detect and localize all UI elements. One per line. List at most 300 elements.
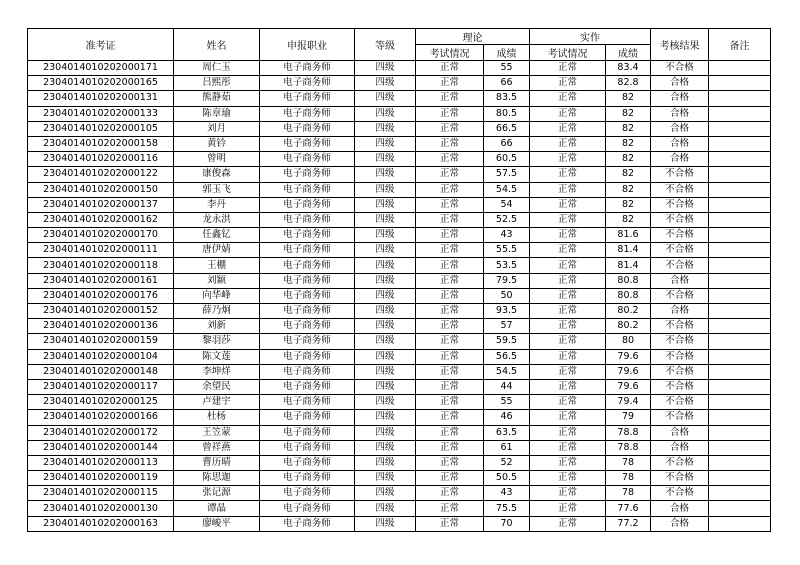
name-cell: 李丹 bbox=[174, 197, 260, 212]
remark-cell bbox=[709, 471, 771, 486]
theory-score-cell: 59.5 bbox=[484, 334, 530, 349]
remark-cell bbox=[709, 167, 771, 182]
result-cell: 合格 bbox=[651, 91, 709, 106]
remark-cell bbox=[709, 76, 771, 91]
theory-score-cell: 57 bbox=[484, 319, 530, 334]
practice-status-cell: 正常 bbox=[530, 197, 606, 212]
level-cell: 四级 bbox=[355, 258, 416, 273]
practice-status-cell: 正常 bbox=[530, 121, 606, 136]
remark-cell bbox=[709, 106, 771, 121]
result-cell: 合格 bbox=[651, 440, 709, 455]
practice-score-cell: 79.6 bbox=[606, 379, 651, 394]
name-cell: 谭晶 bbox=[174, 501, 260, 516]
occupation-cell: 电子商务师 bbox=[260, 425, 355, 440]
theory-status-cell: 正常 bbox=[416, 304, 484, 319]
theory-status-cell: 正常 bbox=[416, 364, 484, 379]
remark-cell bbox=[709, 319, 771, 334]
theory-status-cell: 正常 bbox=[416, 243, 484, 258]
table-row bbox=[28, 334, 771, 349]
practice-status-cell: 正常 bbox=[530, 319, 606, 334]
practice-status-cell: 正常 bbox=[530, 379, 606, 394]
table-row bbox=[28, 91, 771, 106]
exam-id-cell: 2304014010202000131 bbox=[28, 91, 174, 106]
level-cell: 四级 bbox=[355, 182, 416, 197]
name-cell: 王棚 bbox=[174, 258, 260, 273]
name-cell: 郭玉飞 bbox=[174, 182, 260, 197]
name-cell: 杜杨 bbox=[174, 410, 260, 425]
name-cell: 陈思迦 bbox=[174, 471, 260, 486]
remark-cell bbox=[709, 379, 771, 394]
theory-score-cell: 54.5 bbox=[484, 364, 530, 379]
occupation-cell: 电子商务师 bbox=[260, 228, 355, 243]
name-cell: 廖峻平 bbox=[174, 516, 260, 531]
result-cell: 不合格 bbox=[651, 395, 709, 410]
occupation-cell: 电子商务师 bbox=[260, 288, 355, 303]
table-body bbox=[28, 61, 771, 532]
practice-score-cell: 78.8 bbox=[606, 440, 651, 455]
table-row bbox=[28, 61, 771, 76]
exam-id-cell: 2304014010202000163 bbox=[28, 516, 174, 531]
remark-cell bbox=[709, 91, 771, 106]
level-cell: 四级 bbox=[355, 106, 416, 121]
practice-score-cell: 80.8 bbox=[606, 288, 651, 303]
theory-score-cell: 66.5 bbox=[484, 121, 530, 136]
theory-status-cell: 正常 bbox=[416, 76, 484, 91]
result-cell: 合格 bbox=[651, 516, 709, 531]
practice-score-cell: 79.4 bbox=[606, 395, 651, 410]
practice-score-cell: 82.8 bbox=[606, 76, 651, 91]
theory-score-cell: 55 bbox=[484, 61, 530, 76]
table-row bbox=[28, 197, 771, 212]
level-cell: 四级 bbox=[355, 243, 416, 258]
level-cell: 四级 bbox=[355, 197, 416, 212]
practice-score-cell: 79.6 bbox=[606, 364, 651, 379]
result-cell: 不合格 bbox=[651, 486, 709, 501]
practice-status-cell: 正常 bbox=[530, 410, 606, 425]
occupation-cell: 电子商务师 bbox=[260, 410, 355, 425]
name-cell: 唐伊婧 bbox=[174, 243, 260, 258]
level-cell: 四级 bbox=[355, 349, 416, 364]
occupation-cell: 电子商务师 bbox=[260, 364, 355, 379]
exam-id-cell: 2304014010202000176 bbox=[28, 288, 174, 303]
exam-id-cell: 2304014010202000119 bbox=[28, 471, 174, 486]
remark-cell bbox=[709, 516, 771, 531]
occupation-cell: 电子商务师 bbox=[260, 152, 355, 167]
practice-status-cell: 正常 bbox=[530, 455, 606, 470]
theory-score-cell: 80.5 bbox=[484, 106, 530, 121]
theory-score-cell: 93.5 bbox=[484, 304, 530, 319]
table-row bbox=[28, 319, 771, 334]
header-result: 考核结果 bbox=[651, 29, 709, 61]
theory-status-cell: 正常 bbox=[416, 91, 484, 106]
header-practice: 实作 bbox=[530, 29, 651, 45]
name-cell: 任鑫钇 bbox=[174, 228, 260, 243]
remark-cell bbox=[709, 410, 771, 425]
result-cell: 合格 bbox=[651, 425, 709, 440]
occupation-cell: 电子商务师 bbox=[260, 197, 355, 212]
practice-score-cell: 80.2 bbox=[606, 304, 651, 319]
exam-id-cell: 2304014010202000122 bbox=[28, 167, 174, 182]
practice-status-cell: 正常 bbox=[530, 425, 606, 440]
exam-id-cell: 2304014010202000165 bbox=[28, 76, 174, 91]
theory-status-cell: 正常 bbox=[416, 349, 484, 364]
name-cell: 刘月 bbox=[174, 121, 260, 136]
table-row bbox=[28, 471, 771, 486]
theory-score-cell: 55 bbox=[484, 395, 530, 410]
table-row bbox=[28, 410, 771, 425]
theory-status-cell: 正常 bbox=[416, 106, 484, 121]
name-cell: 张记源 bbox=[174, 486, 260, 501]
exam-id-cell: 2304014010202000115 bbox=[28, 486, 174, 501]
exam-id-cell: 2304014010202000113 bbox=[28, 455, 174, 470]
result-cell: 不合格 bbox=[651, 182, 709, 197]
result-cell: 不合格 bbox=[651, 288, 709, 303]
result-cell: 合格 bbox=[651, 106, 709, 121]
practice-status-cell: 正常 bbox=[530, 91, 606, 106]
theory-status-cell: 正常 bbox=[416, 167, 484, 182]
theory-score-cell: 70 bbox=[484, 516, 530, 531]
name-cell: 卢建宇 bbox=[174, 395, 260, 410]
level-cell: 四级 bbox=[355, 304, 416, 319]
exam-id-cell: 2304014010202000118 bbox=[28, 258, 174, 273]
occupation-cell: 电子商务师 bbox=[260, 304, 355, 319]
result-cell: 不合格 bbox=[651, 455, 709, 470]
occupation-cell: 电子商务师 bbox=[260, 273, 355, 288]
level-cell: 四级 bbox=[355, 76, 416, 91]
remark-cell bbox=[709, 61, 771, 76]
table-row bbox=[28, 167, 771, 182]
practice-score-cell: 82 bbox=[606, 197, 651, 212]
exam-id-cell: 2304014010202000148 bbox=[28, 364, 174, 379]
exam-id-cell: 2304014010202000116 bbox=[28, 152, 174, 167]
table-row bbox=[28, 455, 771, 470]
theory-status-cell: 正常 bbox=[416, 379, 484, 394]
result-cell: 不合格 bbox=[651, 228, 709, 243]
practice-status-cell: 正常 bbox=[530, 212, 606, 227]
practice-score-cell: 82 bbox=[606, 152, 651, 167]
result-cell: 合格 bbox=[651, 501, 709, 516]
theory-score-cell: 61 bbox=[484, 440, 530, 455]
name-cell: 熊静茹 bbox=[174, 91, 260, 106]
level-cell: 四级 bbox=[355, 152, 416, 167]
occupation-cell: 电子商务师 bbox=[260, 121, 355, 136]
exam-id-cell: 2304014010202000158 bbox=[28, 136, 174, 151]
practice-score-cell: 77.6 bbox=[606, 501, 651, 516]
exam-id-cell: 2304014010202000171 bbox=[28, 61, 174, 76]
theory-status-cell: 正常 bbox=[416, 455, 484, 470]
occupation-cell: 电子商务师 bbox=[260, 258, 355, 273]
table-row bbox=[28, 395, 771, 410]
header-name: 姓名 bbox=[174, 29, 260, 61]
result-cell: 不合格 bbox=[651, 212, 709, 227]
occupation-cell: 电子商务师 bbox=[260, 440, 355, 455]
occupation-cell: 电子商务师 bbox=[260, 61, 355, 76]
practice-status-cell: 正常 bbox=[530, 76, 606, 91]
exam-id-cell: 2304014010202000125 bbox=[28, 395, 174, 410]
table-row bbox=[28, 273, 771, 288]
header-practice-status: 考试情况 bbox=[530, 45, 606, 61]
header-occupation: 申报职业 bbox=[260, 29, 355, 61]
level-cell: 四级 bbox=[355, 136, 416, 151]
remark-cell bbox=[709, 212, 771, 227]
theory-score-cell: 50 bbox=[484, 288, 530, 303]
practice-status-cell: 正常 bbox=[530, 471, 606, 486]
practice-score-cell: 79.6 bbox=[606, 349, 651, 364]
table-row bbox=[28, 212, 771, 227]
name-cell: 刘颖 bbox=[174, 273, 260, 288]
theory-status-cell: 正常 bbox=[416, 273, 484, 288]
theory-status-cell: 正常 bbox=[416, 288, 484, 303]
header-practice-score: 成绩 bbox=[606, 45, 651, 61]
practice-status-cell: 正常 bbox=[530, 258, 606, 273]
table-row bbox=[28, 258, 771, 273]
practice-score-cell: 82 bbox=[606, 182, 651, 197]
remark-cell bbox=[709, 228, 771, 243]
occupation-cell: 电子商务师 bbox=[260, 471, 355, 486]
exam-id-cell: 2304014010202000130 bbox=[28, 501, 174, 516]
level-cell: 四级 bbox=[355, 121, 416, 136]
theory-score-cell: 66 bbox=[484, 76, 530, 91]
exam-id-cell: 2304014010202000117 bbox=[28, 379, 174, 394]
practice-status-cell: 正常 bbox=[530, 349, 606, 364]
table-row bbox=[28, 288, 771, 303]
occupation-cell: 电子商务师 bbox=[260, 501, 355, 516]
header-exam-id: 准考证 bbox=[28, 29, 174, 61]
theory-status-cell: 正常 bbox=[416, 334, 484, 349]
practice-score-cell: 82 bbox=[606, 91, 651, 106]
theory-status-cell: 正常 bbox=[416, 501, 484, 516]
occupation-cell: 电子商务师 bbox=[260, 182, 355, 197]
name-cell: 吕熙彤 bbox=[174, 76, 260, 91]
header-theory: 理论 bbox=[416, 29, 530, 45]
practice-status-cell: 正常 bbox=[530, 288, 606, 303]
level-cell: 四级 bbox=[355, 471, 416, 486]
header-level: 等级 bbox=[355, 29, 416, 61]
exam-id-cell: 2304014010202000170 bbox=[28, 228, 174, 243]
result-cell: 不合格 bbox=[651, 364, 709, 379]
theory-status-cell: 正常 bbox=[416, 258, 484, 273]
theory-score-cell: 43 bbox=[484, 228, 530, 243]
exam-id-cell: 2304014010202000159 bbox=[28, 334, 174, 349]
theory-score-cell: 60.5 bbox=[484, 152, 530, 167]
table-row bbox=[28, 243, 771, 258]
table-row bbox=[28, 121, 771, 136]
occupation-cell: 电子商务师 bbox=[260, 167, 355, 182]
name-cell: 龙永洪 bbox=[174, 212, 260, 227]
theory-score-cell: 55.5 bbox=[484, 243, 530, 258]
exam-id-cell: 2304014010202000137 bbox=[28, 197, 174, 212]
name-cell: 曾祥燕 bbox=[174, 440, 260, 455]
exam-id-cell: 2304014010202000105 bbox=[28, 121, 174, 136]
practice-status-cell: 正常 bbox=[530, 501, 606, 516]
level-cell: 四级 bbox=[355, 486, 416, 501]
table-row bbox=[28, 349, 771, 364]
theory-status-cell: 正常 bbox=[416, 182, 484, 197]
remark-cell bbox=[709, 152, 771, 167]
exam-id-cell: 2304014010202000133 bbox=[28, 106, 174, 121]
name-cell: 曾明 bbox=[174, 152, 260, 167]
theory-status-cell: 正常 bbox=[416, 212, 484, 227]
exam-id-cell: 2304014010202000162 bbox=[28, 212, 174, 227]
table-row bbox=[28, 501, 771, 516]
result-cell: 不合格 bbox=[651, 167, 709, 182]
name-cell: 薛乃炯 bbox=[174, 304, 260, 319]
name-cell: 周仁玉 bbox=[174, 61, 260, 76]
level-cell: 四级 bbox=[355, 455, 416, 470]
level-cell: 四级 bbox=[355, 319, 416, 334]
practice-score-cell: 81.6 bbox=[606, 228, 651, 243]
occupation-cell: 电子商务师 bbox=[260, 516, 355, 531]
theory-score-cell: 54.5 bbox=[484, 182, 530, 197]
table-row bbox=[28, 379, 771, 394]
table-row bbox=[28, 152, 771, 167]
remark-cell bbox=[709, 486, 771, 501]
result-cell: 不合格 bbox=[651, 410, 709, 425]
exam-id-cell: 2304014010202000166 bbox=[28, 410, 174, 425]
result-cell: 合格 bbox=[651, 152, 709, 167]
practice-status-cell: 正常 bbox=[530, 334, 606, 349]
level-cell: 四级 bbox=[355, 410, 416, 425]
remark-cell bbox=[709, 273, 771, 288]
name-cell: 余望民 bbox=[174, 379, 260, 394]
table-row bbox=[28, 516, 771, 531]
table-row bbox=[28, 440, 771, 455]
theory-status-cell: 正常 bbox=[416, 61, 484, 76]
remark-cell bbox=[709, 243, 771, 258]
exam-id-cell: 2304014010202000144 bbox=[28, 440, 174, 455]
practice-status-cell: 正常 bbox=[530, 440, 606, 455]
remark-cell bbox=[709, 288, 771, 303]
remark-cell bbox=[709, 182, 771, 197]
practice-score-cell: 80.8 bbox=[606, 273, 651, 288]
practice-score-cell: 80 bbox=[606, 334, 651, 349]
theory-score-cell: 54 bbox=[484, 197, 530, 212]
practice-score-cell: 83.4 bbox=[606, 61, 651, 76]
theory-status-cell: 正常 bbox=[416, 152, 484, 167]
remark-cell bbox=[709, 258, 771, 273]
level-cell: 四级 bbox=[355, 379, 416, 394]
practice-score-cell: 77.2 bbox=[606, 516, 651, 531]
table-row bbox=[28, 364, 771, 379]
table-row bbox=[28, 182, 771, 197]
level-cell: 四级 bbox=[355, 167, 416, 182]
level-cell: 四级 bbox=[355, 334, 416, 349]
practice-score-cell: 82 bbox=[606, 136, 651, 151]
remark-cell bbox=[709, 304, 771, 319]
remark-cell bbox=[709, 197, 771, 212]
theory-status-cell: 正常 bbox=[416, 228, 484, 243]
theory-score-cell: 63.5 bbox=[484, 425, 530, 440]
name-cell: 陈章瑜 bbox=[174, 106, 260, 121]
occupation-cell: 电子商务师 bbox=[260, 106, 355, 121]
practice-status-cell: 正常 bbox=[530, 228, 606, 243]
theory-status-cell: 正常 bbox=[416, 471, 484, 486]
occupation-cell: 电子商务师 bbox=[260, 319, 355, 334]
practice-score-cell: 78 bbox=[606, 455, 651, 470]
result-cell: 不合格 bbox=[651, 379, 709, 394]
table-row bbox=[28, 425, 771, 440]
result-cell: 合格 bbox=[651, 273, 709, 288]
result-cell: 不合格 bbox=[651, 243, 709, 258]
practice-score-cell: 82 bbox=[606, 121, 651, 136]
theory-status-cell: 正常 bbox=[416, 136, 484, 151]
theory-status-cell: 正常 bbox=[416, 440, 484, 455]
level-cell: 四级 bbox=[355, 273, 416, 288]
result-cell: 合格 bbox=[651, 121, 709, 136]
result-cell: 不合格 bbox=[651, 349, 709, 364]
result-cell: 不合格 bbox=[651, 471, 709, 486]
theory-score-cell: 50.5 bbox=[484, 471, 530, 486]
theory-score-cell: 79.5 bbox=[484, 273, 530, 288]
practice-status-cell: 正常 bbox=[530, 243, 606, 258]
occupation-cell: 电子商务师 bbox=[260, 349, 355, 364]
practice-status-cell: 正常 bbox=[530, 273, 606, 288]
practice-status-cell: 正常 bbox=[530, 61, 606, 76]
table-row bbox=[28, 228, 771, 243]
theory-score-cell: 53.5 bbox=[484, 258, 530, 273]
occupation-cell: 电子商务师 bbox=[260, 334, 355, 349]
remark-cell bbox=[709, 425, 771, 440]
header-theory-score: 成绩 bbox=[484, 45, 530, 61]
remark-cell bbox=[709, 121, 771, 136]
exam-id-cell: 2304014010202000172 bbox=[28, 425, 174, 440]
table-row bbox=[28, 106, 771, 121]
level-cell: 四级 bbox=[355, 501, 416, 516]
remark-cell bbox=[709, 136, 771, 151]
practice-score-cell: 82 bbox=[606, 212, 651, 227]
exam-id-cell: 2304014010202000161 bbox=[28, 273, 174, 288]
remark-cell bbox=[709, 364, 771, 379]
name-cell: 刘新 bbox=[174, 319, 260, 334]
occupation-cell: 电子商务师 bbox=[260, 486, 355, 501]
practice-score-cell: 81.4 bbox=[606, 258, 651, 273]
theory-status-cell: 正常 bbox=[416, 395, 484, 410]
exam-id-cell: 2304014010202000111 bbox=[28, 243, 174, 258]
practice-score-cell: 81.4 bbox=[606, 243, 651, 258]
theory-score-cell: 66 bbox=[484, 136, 530, 151]
theory-status-cell: 正常 bbox=[416, 425, 484, 440]
theory-status-cell: 正常 bbox=[416, 319, 484, 334]
exam-id-cell: 2304014010202000152 bbox=[28, 304, 174, 319]
theory-status-cell: 正常 bbox=[416, 121, 484, 136]
theory-status-cell: 正常 bbox=[416, 410, 484, 425]
header-remarks: 备注 bbox=[709, 29, 771, 61]
level-cell: 四级 bbox=[355, 364, 416, 379]
remark-cell bbox=[709, 501, 771, 516]
result-cell: 合格 bbox=[651, 304, 709, 319]
name-cell: 陈文莲 bbox=[174, 349, 260, 364]
occupation-cell: 电子商务师 bbox=[260, 379, 355, 394]
theory-status-cell: 正常 bbox=[416, 197, 484, 212]
theory-score-cell: 57.5 bbox=[484, 167, 530, 182]
table-header bbox=[28, 29, 771, 61]
exam-id-cell: 2304014010202000104 bbox=[28, 349, 174, 364]
occupation-cell: 电子商务师 bbox=[260, 212, 355, 227]
level-cell: 四级 bbox=[355, 395, 416, 410]
name-cell: 黄钤 bbox=[174, 136, 260, 151]
exam-results-table bbox=[27, 28, 771, 532]
name-cell: 向华峰 bbox=[174, 288, 260, 303]
practice-status-cell: 正常 bbox=[530, 395, 606, 410]
result-cell: 不合格 bbox=[651, 61, 709, 76]
practice-score-cell: 78.8 bbox=[606, 425, 651, 440]
remark-cell bbox=[709, 440, 771, 455]
exam-id-cell: 2304014010202000150 bbox=[28, 182, 174, 197]
occupation-cell: 电子商务师 bbox=[260, 136, 355, 151]
name-cell: 王笠蒙 bbox=[174, 425, 260, 440]
theory-score-cell: 43 bbox=[484, 486, 530, 501]
remark-cell bbox=[709, 349, 771, 364]
